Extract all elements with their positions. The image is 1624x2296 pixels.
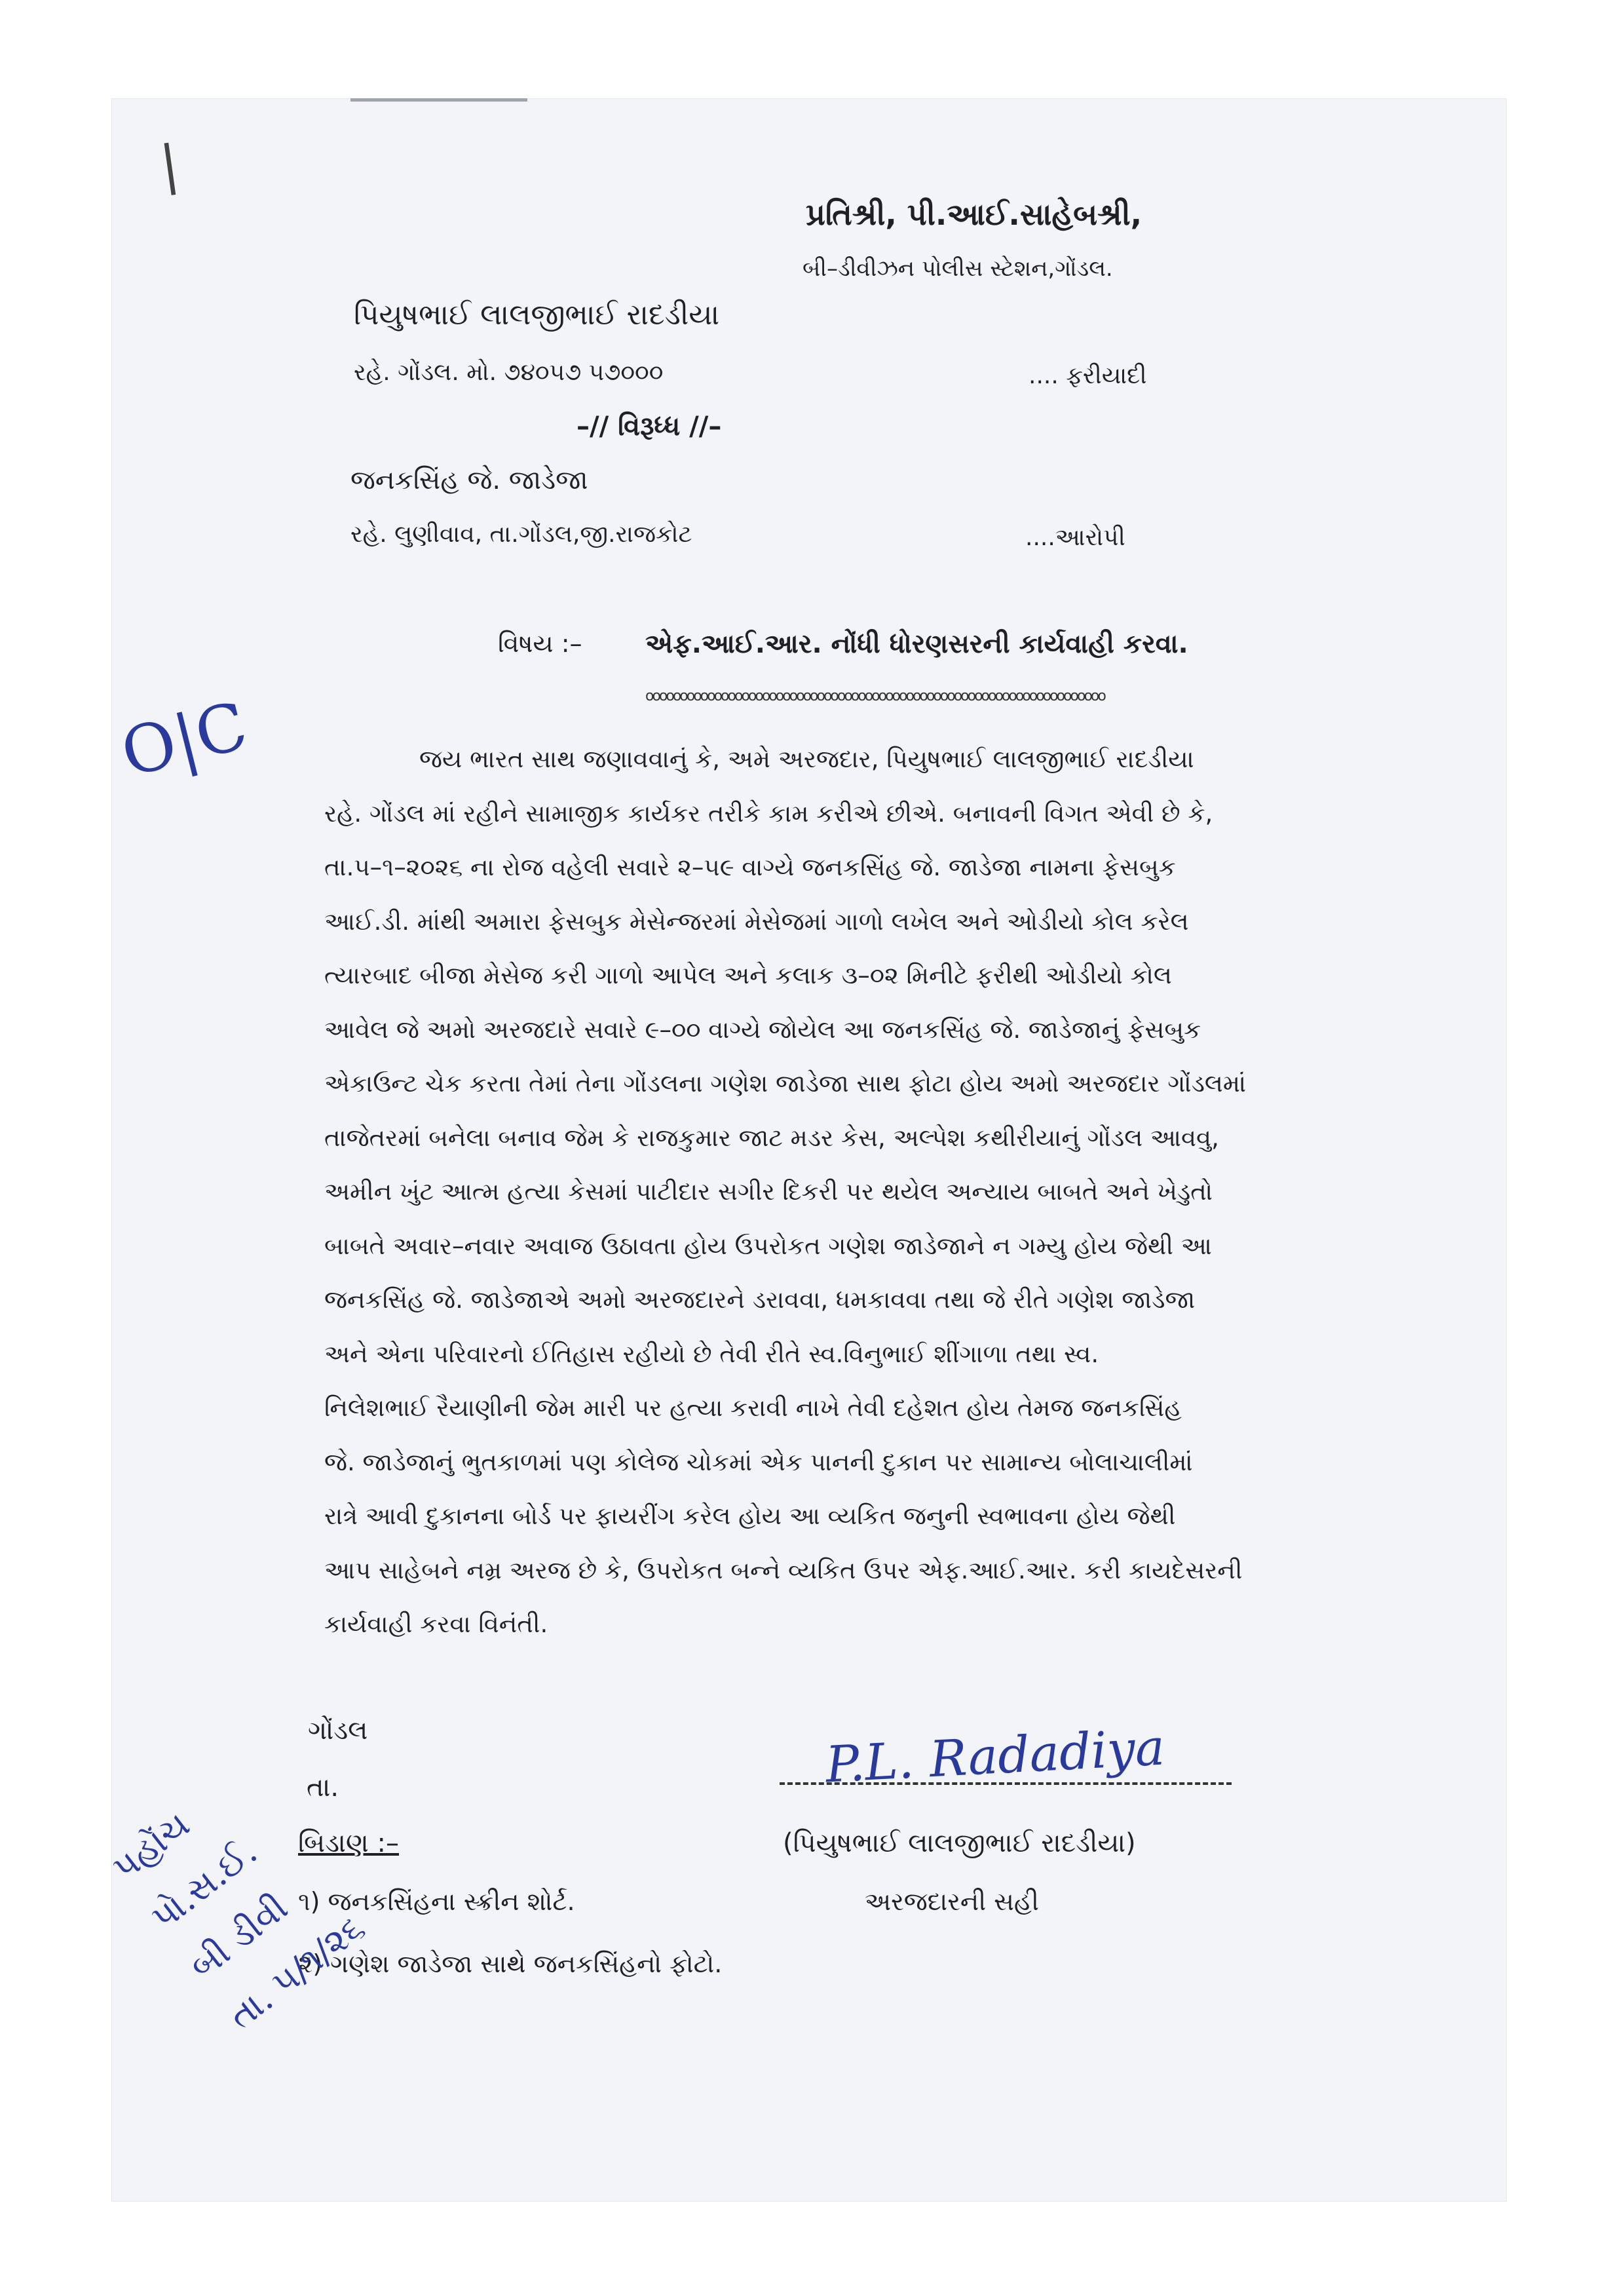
signature-scribble: P.L. Radadiya [824, 1717, 1167, 1794]
body-line: તાજેતરમાં બનેલા બનાવ જેમ કે રાજકુમાર જાટ મડર કેસ, અલ્પેશ કથીરીયાનું ગોંડલ આવવુ, [324, 1123, 1219, 1152]
accused-name: જનકસિંહ જે. જાડેજા [350, 465, 588, 495]
complainant-role: .... ફરીયાદી [1029, 362, 1147, 389]
body-line: જનકસિંહ જે. જાડેજાએ અમો અરજદારને ડરાવવા, ધમકાવવા તથા જે રીતે ગણેશ જાડેજા [324, 1286, 1196, 1314]
body-line: કાર્યવાહી કરવા વિનંતી. [324, 1610, 548, 1638]
body-line: રહે. ગોંડલ માં રહીને સામાજીક કાર્યકર તરીકે કામ કરીએ છીએ. બનાવની વિગત એવી છે કે, [324, 799, 1213, 828]
body-line: આપ સાહેબને નમ્ર અરજ છે કે, ઉપરોકત બન્ને વ્યકિત ઉપર એફ.આઈ.આર. કરી કાયદેસરની [324, 1556, 1243, 1584]
body-line: આઈ.ડી. માંથી અમારા ફેસબુક મેસેન્જરમાં મેસેજમાં ગાળો લખેલ અને ઓડીયો કોલ કરેલ [324, 907, 1189, 936]
body-line: જય ભારત સાથ જણાવવાનું કે, અમે અરજદાર, પિયુષભાઈ લાલજીભાઈ રાદડીયા [419, 745, 1194, 773]
enclosure-item: ૨) ગણેશ જાડેજા સાથે જનકસિંહનો ફોટો. [298, 1949, 723, 1978]
recipient-line-2: બી–ડીવીઝન પોલીસ સ્ટેશન,ગોંડલ. [803, 256, 1113, 282]
signatory-name: (પિયુષભાઈ લાલજીભાઈ રાદડીયા) [783, 1828, 1136, 1858]
subject-text: એફ.આઈ.આર. નોંધી ધોરણસરની કાર્યવાહી કરવા. [645, 629, 1188, 659]
letter-body [324, 733, 1268, 1652]
body-line: એકાઉન્ટ ચેક કરતા તેમાં તેના ગોંડલના ગણેશ જાડેજા સાથ ફોટા હોય અમો અરજદાર ગોંડલમાં [324, 1069, 1247, 1098]
body-line: ત્યારબાદ બીજા મેસેજ કરી ગાળો આપેલ અને કલાક ૩–૦૨ મિનીટે ફરીથી ઓડીયો કોલ [324, 961, 1172, 989]
subject-underline: ooooooooooooooooooooooooooooooooooooooooooooooooooooooooooooooooooo [645, 688, 1105, 704]
body-line: આવેલ જે અમો અરજદારે સવારે ૯–૦૦ વાગ્યે જોયેલ આ જનકસિંહ જે. જાડેજાનું ફેસબુક [324, 1015, 1201, 1044]
date-label: તા. [307, 1772, 339, 1803]
body-line: બાબતે અવાર–નવાર અવાજ ઉઠાવતા હોય ઉપરોકત ગણેશ જાડેજાને ન ગમ્યુ હોય જેથી આ [324, 1231, 1212, 1260]
complainant-address: રહે. ગોંડલ. મો. ૭૪૦૫૭ ૫૭૦૦૦ [354, 359, 664, 386]
recipient-line-1: પ્રતિશ્રી, પી.આઈ.સાહેબશ્રી, [806, 197, 1142, 232]
body-line: રાત્રે આવી દુકાનના બોર્ડ પર ફાયરીંગ કરેલ હોય આ વ્યકિત જનુની સ્વભાવના હોય જેથી [324, 1502, 1176, 1530]
accused-address: રહે. લુણીવાવ, તા.ગોંડલ,જી.રાજકોટ [350, 521, 692, 548]
accused-role: ....આરોપી [1025, 524, 1125, 551]
signature-line [780, 1782, 1232, 1785]
enclosures-label: બિડાણ :– [298, 1828, 399, 1858]
handwritten-margin-note: O|C [113, 687, 255, 792]
body-line: જે. જાડેજાનું ભુતકાળમાં પણ કોલેજ ચોકમાં એક પાનની દુકાન પર સામાન્ય બોલાચાલીમાં [324, 1447, 1193, 1476]
body-line: અને એના પરિવારનો ઈતિહાસ રહીયો છે તેવી રીતે સ્વ.વિનુભાઈ શીંગાળા તથા સ્વ. [324, 1339, 1099, 1368]
body-line: નિલેશભાઈ રૈયાણીની જેમ મારી પર હત્યા કરાવી નાખે તેવી દહેશત હોય તેમજ જનકસિંહ [324, 1394, 1182, 1422]
body-line: અમીન ખુંટ આત્મ હત્યા કેસમાં પાટીદાર સગીર દિકરી પર થયેલ અન્યાય બાબતે અને ખેડુતો [324, 1177, 1213, 1206]
top-edge-bar [350, 98, 527, 102]
page-mark: | [156, 133, 183, 197]
handwritten-receipt-stamp: પહોંચ પો.સ.ઈ. બી ડીવી તા. ૫/૧/૨૬ [104, 1803, 372, 2038]
complainant-name: પિયુષભાઈ લાલજીભાઈ રાદડીયા [354, 298, 720, 332]
enclosure-item: ૧) જનકસિંહના સ્ક્રીન શોર્ટ. [298, 1887, 575, 1916]
versus-heading: –// વિરૂધ્ધ //– [576, 411, 722, 442]
place: ગોંડલ [308, 1715, 368, 1746]
signature-caption: અરજદારની સહી [865, 1887, 1039, 1916]
subject-label: વિષય :– [498, 629, 582, 658]
body-line: તા.૫–૧–૨૦૨૬ ના રોજ વહેલી સવારે ૨–૫૯ વાગ્યે જનકસિંહ જે. જાડેજા નામના ફેસબુક [324, 853, 1176, 881]
